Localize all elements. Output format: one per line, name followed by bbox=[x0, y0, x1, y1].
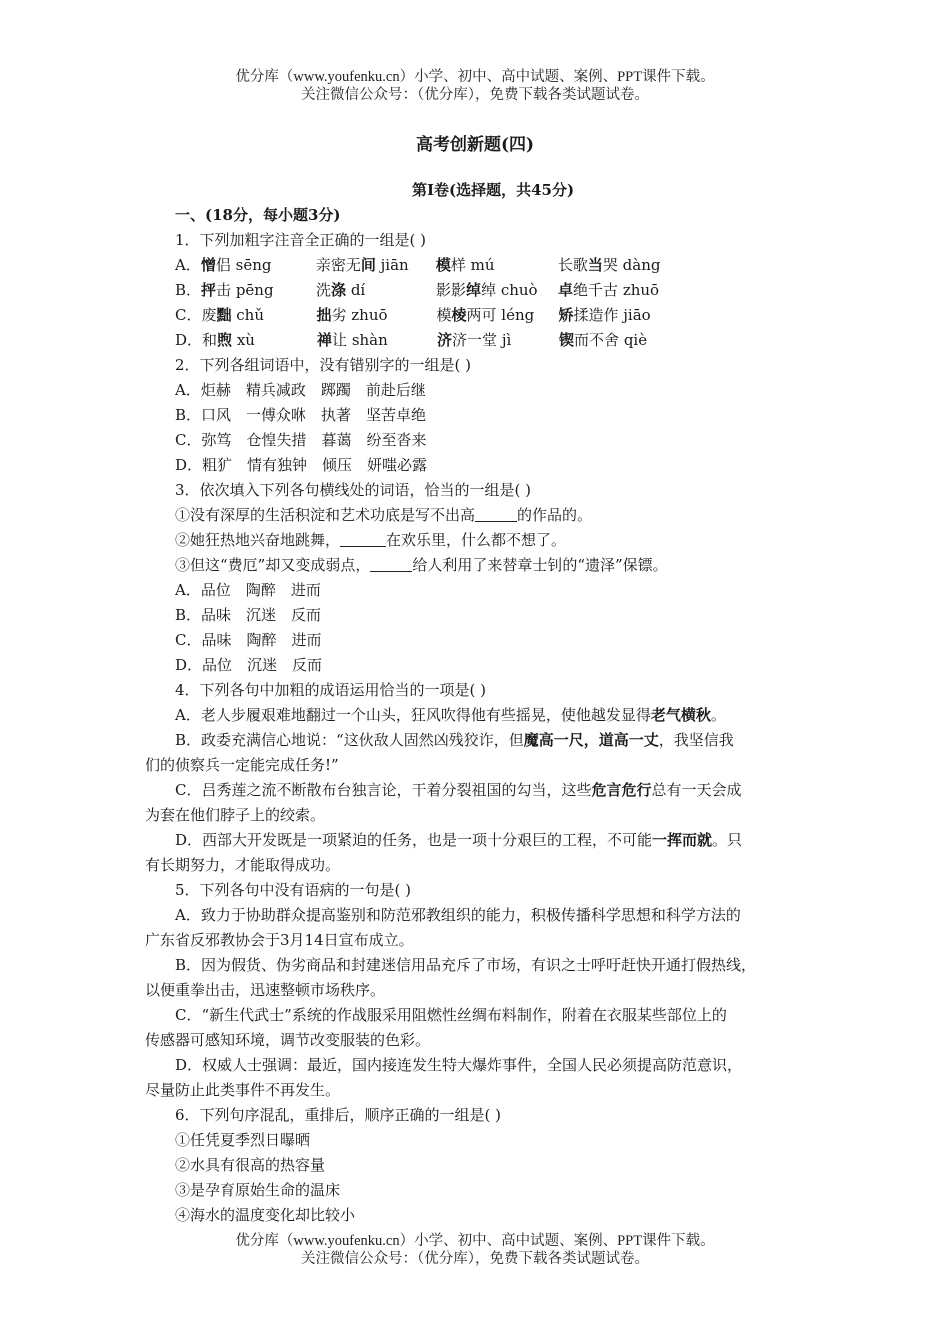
pinyin-text: 劣 zhuō bbox=[331, 306, 388, 324]
q6-stem: 6．下列句序混乱，重排后，顺序正确的一组是( ) bbox=[175, 1106, 502, 1124]
q3-stem: 3．依次填入下列各句横线处的词语，恰当的一组是( ) bbox=[175, 481, 532, 499]
q2-stem: 2．下列各组词语中，没有错别字的一组是( ) bbox=[175, 356, 472, 374]
sentence-text: ②她狂热地兴奋地跳舞， bbox=[175, 531, 341, 549]
pinyin-text: 侣 sēng bbox=[215, 256, 272, 274]
exam-title: 高考创新题(四) bbox=[415, 135, 535, 155]
bold-char: 黜 bbox=[216, 306, 232, 324]
q2-option-d: D．粗犷 情有独钟 倾压 妍嗤必露 bbox=[175, 456, 428, 474]
q3-option-b: B．品味 沉迷 反而 bbox=[175, 606, 322, 624]
q5-option-b-line-1: B．因为假货、伪劣商品和封建迷信用品充斥了市场，有识之士呼吁赶快开通打假热线， bbox=[175, 956, 757, 974]
word-text: 洗 bbox=[316, 281, 332, 299]
pinyin-text: 揉造作 jiāo bbox=[573, 306, 651, 324]
pinyin-text: jiān bbox=[375, 256, 409, 274]
q4-option-a bbox=[145, 703, 810, 728]
footer-line-1: 优分库（www.youfenku.cn）小学、初中、高中试题、案例、PPT课件下载。 bbox=[235, 1233, 715, 1249]
q2-option-a: A．炬赫 精兵减政 踯躅 前赴后继 bbox=[175, 381, 426, 399]
sentence-text: ③但这“费厄”却又变成弱点， bbox=[175, 556, 371, 574]
q6-sentence-2: ②水具有很高的热容量 bbox=[175, 1156, 326, 1174]
word-text: 废 bbox=[201, 306, 217, 324]
q3-sentence-1 bbox=[145, 503, 810, 528]
option-text: D．西部大开发既是一项紧迫的任务，也是一项十分艰巨的工程，不可能 bbox=[175, 831, 653, 849]
bold-idiom: 危言危行 bbox=[591, 781, 652, 799]
q1-c-label: C． bbox=[175, 306, 202, 324]
pinyin-text: 绰 chuò bbox=[481, 281, 538, 299]
q4-option-c-line-1 bbox=[145, 778, 810, 803]
section-heading: 一、(18分，每小题3分) bbox=[175, 206, 341, 224]
q1-option-a bbox=[145, 253, 810, 278]
q3-sentence-3 bbox=[145, 553, 810, 578]
q2-option-c: C．弥笃 仓惶失措 暮蔼 纷至沓来 bbox=[175, 431, 427, 449]
bold-char: 当 bbox=[587, 256, 603, 274]
q5-option-a-line-1: A．致力于协助群众提高鉴别和防范邪教组织的能力，积极传播科学思想和科学方法的 bbox=[175, 906, 741, 924]
q5-option-d-line-2: 尽量防止此类事件不再发生。 bbox=[145, 1081, 341, 1099]
q6-sentence-3: ③是孕育原始生命的温床 bbox=[175, 1181, 341, 1199]
fill-blank bbox=[370, 556, 412, 572]
option-text: C．吕秀莲之流不断散布台独言论，干着分裂祖国的勾当，这些 bbox=[175, 781, 592, 799]
fill-blank bbox=[340, 531, 386, 547]
sentence-text: 给人利用了来替章士钊的“遗泽”保镖。 bbox=[412, 556, 668, 574]
q1-d-label: D． bbox=[175, 331, 203, 349]
bold-char: 憎 bbox=[200, 256, 216, 274]
q5-option-a-line-2: 广东省反邪教协会于3月14日宣布成立。 bbox=[145, 931, 414, 949]
q5-stem: 5．下列各句中没有语病的一句是( ) bbox=[175, 881, 412, 899]
bold-char: 绰 bbox=[466, 281, 482, 299]
option-text: A．老人步履艰难地翻过一个山头，狂风吹得他有些摇晃，使他越发显得 bbox=[175, 706, 651, 724]
q3-option-c: C．品味 陶醉 进而 bbox=[175, 631, 322, 649]
part-title: 第Ⅰ卷(选择题，共45分) bbox=[411, 181, 575, 199]
q4-stem: 4．下列各句中加粗的成语运用恰当的一项是( ) bbox=[175, 681, 487, 699]
pinyin-text: xù bbox=[232, 331, 255, 349]
q5-option-c-line-2: 传感器可感知环境，调节改变服装的色彩。 bbox=[145, 1031, 431, 1049]
bold-char: 间 bbox=[360, 256, 376, 274]
bold-char: 煦 bbox=[217, 331, 233, 349]
bold-char: 济 bbox=[437, 331, 453, 349]
q1-b-label: B． bbox=[175, 281, 202, 299]
q4-option-c-line-2: 为套在他们脖子上的绞索。 bbox=[145, 806, 326, 824]
pinyin-text: 样 mú bbox=[450, 256, 495, 274]
q4-option-d-line-1 bbox=[145, 828, 810, 853]
q4-option-b-line-2: 们的侦察兵一定能完成任务!” bbox=[145, 756, 339, 774]
header-line-2: 关注微信公众号：（优分库），免费下载各类试题试卷。 bbox=[301, 87, 649, 103]
q1-stem: 1．下列加粗字注音全正确的一组是( ) bbox=[175, 231, 427, 249]
page-header bbox=[0, 68, 950, 104]
option-text: 。只 bbox=[712, 831, 743, 849]
bold-idiom: 一挥而就 bbox=[652, 831, 713, 849]
pinyin-text: dí bbox=[346, 281, 366, 299]
pinyin-text: 而不舍 qiè bbox=[574, 331, 648, 349]
option-text: ，我坚信我 bbox=[658, 731, 734, 749]
word-text: 影影 bbox=[436, 281, 467, 299]
pinyin-text: chǔ bbox=[231, 306, 265, 324]
q5-option-c-line-1: C．“新生代武士”系统的作战服采用阻燃性丝绸布料制作，附着在衣服某些部位上的 bbox=[175, 1006, 727, 1024]
word-text: 亲密无 bbox=[315, 256, 361, 274]
bold-char: 禅 bbox=[317, 331, 333, 349]
bold-char: 抨 bbox=[201, 281, 217, 299]
bold-char: 棱 bbox=[451, 306, 467, 324]
q5-option-b-line-2: 以便重拳出击，迅速整顿市场秩序。 bbox=[145, 981, 386, 999]
q3-option-a: A．品位 陶醉 进而 bbox=[175, 581, 321, 599]
fill-blank bbox=[475, 506, 517, 522]
header-line-1: 优分库（www.youfenku.cn）小学、初中、高中试题、案例、PPT课件下载。 bbox=[235, 69, 715, 85]
q5-option-d-line-1: D．权威人士强调：最近，国内接连发生特大爆炸事件，全国人民必须提高防范意识， bbox=[175, 1056, 743, 1074]
q1-option-c bbox=[145, 303, 810, 328]
word-text: 模 bbox=[436, 306, 452, 324]
bold-idiom: 老气横秋 bbox=[650, 706, 711, 724]
pinyin-text: 击 pēng bbox=[216, 281, 274, 299]
q1-option-b bbox=[145, 278, 810, 303]
option-text: 。 bbox=[710, 706, 726, 724]
bold-char: 锲 bbox=[559, 331, 575, 349]
q1-option-d bbox=[145, 328, 810, 353]
footer-line-2: 关注微信公众号：（优分库），免费下载各类试题试卷。 bbox=[301, 1251, 649, 1267]
pinyin-text: 哭 dàng bbox=[602, 256, 661, 274]
word-text: 和 bbox=[202, 331, 218, 349]
sentence-text: 在欢乐里，什么都不想了。 bbox=[386, 531, 567, 549]
bold-idiom: 魔高一尺，道高一丈 bbox=[523, 731, 659, 749]
bold-char: 模 bbox=[435, 256, 451, 274]
bold-char: 拙 bbox=[316, 306, 332, 324]
sentence-text: ①没有深厚的生活积淀和艺术功底是写不出高 bbox=[175, 506, 476, 524]
q4-option-b-line-1 bbox=[145, 728, 810, 753]
bold-char: 卓 bbox=[558, 281, 574, 299]
exam-content bbox=[145, 203, 810, 1228]
pinyin-text: 两可 léng bbox=[466, 306, 535, 324]
option-text: 总有一天会成 bbox=[651, 781, 742, 799]
pinyin-text: 绝千古 zhuō bbox=[573, 281, 660, 299]
bold-char: 涤 bbox=[331, 281, 347, 299]
q3-sentence-2 bbox=[145, 528, 810, 553]
option-text: B．政委充满信心地说：“这伙敌人固然凶残狡诈，但 bbox=[175, 731, 524, 749]
pinyin-text: 让 shàn bbox=[332, 331, 388, 349]
word-text: 长歌 bbox=[557, 256, 588, 274]
q4-option-d-line-2: 有长期努力，才能取得成功。 bbox=[145, 856, 341, 874]
pinyin-text: 济一堂 jì bbox=[452, 331, 512, 349]
q1-a-label: A． bbox=[175, 256, 201, 274]
sentence-text: 的作品的。 bbox=[517, 506, 593, 524]
q6-sentence-1: ①任凭夏季烈日曝晒 bbox=[175, 1131, 311, 1149]
q6-sentence-4: ④海水的温度变化却比较小 bbox=[175, 1206, 356, 1224]
page-footer bbox=[0, 1232, 950, 1268]
bold-char: 矫 bbox=[558, 306, 574, 324]
q2-option-b: B．口风 一傅众咻 执著 坚苦卓绝 bbox=[175, 406, 427, 424]
q3-option-d: D．品位 沉迷 反而 bbox=[175, 656, 323, 674]
